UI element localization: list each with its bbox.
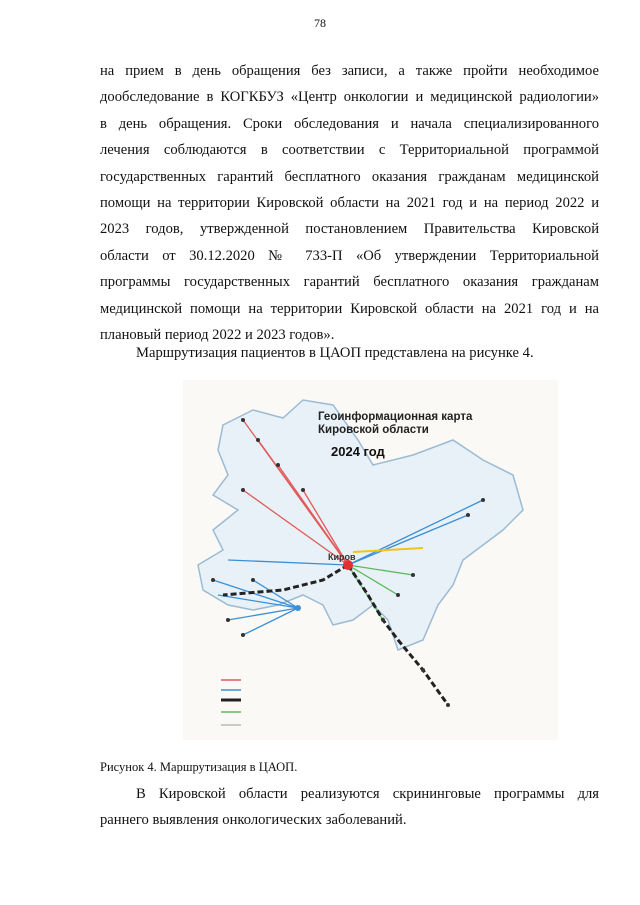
figure-intro-paragraph	[100, 340, 599, 366]
text-line: области от 30.12.2020 № 733-П «Об утверждении Территориальной	[100, 247, 599, 264]
map-title-line1: Геоинформационная карта	[318, 411, 473, 423]
text-line: Маршрутизация пациентов в ЦАОП представлена на рисунке 4.	[136, 345, 534, 361]
text-line: в день обращения. Сроки обследования и начала специализированного	[100, 115, 599, 132]
region-outline	[198, 400, 523, 650]
map-legend	[221, 680, 241, 725]
body-paragraph-1	[100, 58, 599, 348]
map-year: 2024 год	[331, 444, 385, 459]
text-line: на прием в день обращения без записи, а также пройти необходимое	[100, 63, 599, 79]
routing-map-figure	[183, 380, 558, 740]
figure-caption: Рисунок 4. Маршрутизация в ЦАОП.	[100, 760, 298, 774]
text-line: дообследование в КОГКБУЗ «Центр онкологии и медицинской радиологии»	[100, 89, 599, 106]
text-line: В Кировской области реализуются скрининговые программы для	[136, 786, 599, 802]
text-line: 2023 годов, утвержденной постановлением Правительства Кировской	[100, 221, 599, 238]
text-line: лечения соблюдаются в соответствии с Территориальной программой	[100, 142, 599, 159]
text-line: раннего выявления онкологических заболеваний.	[100, 812, 407, 829]
center-city-label: Киров	[328, 552, 356, 562]
text-line: программы государственных гарантий бесплатного оказания гражданам	[100, 274, 599, 291]
map-title-line2: Кировской области	[318, 424, 429, 436]
text-line: медицинской помощи на территории Кировской области на 2021 год и на	[100, 300, 599, 317]
text-line: государственных гарантий бесплатного оказания гражданам медицинской	[100, 168, 599, 185]
text-line: плановый период 2022 и 2023 годов».	[100, 327, 335, 344]
text-line: помощи на территории Кировской области на 2021 год и на период 2022 и	[100, 195, 599, 212]
page-number: 78	[314, 16, 326, 30]
body-paragraph-3	[100, 781, 599, 834]
kirov-region-map	[183, 380, 558, 740]
